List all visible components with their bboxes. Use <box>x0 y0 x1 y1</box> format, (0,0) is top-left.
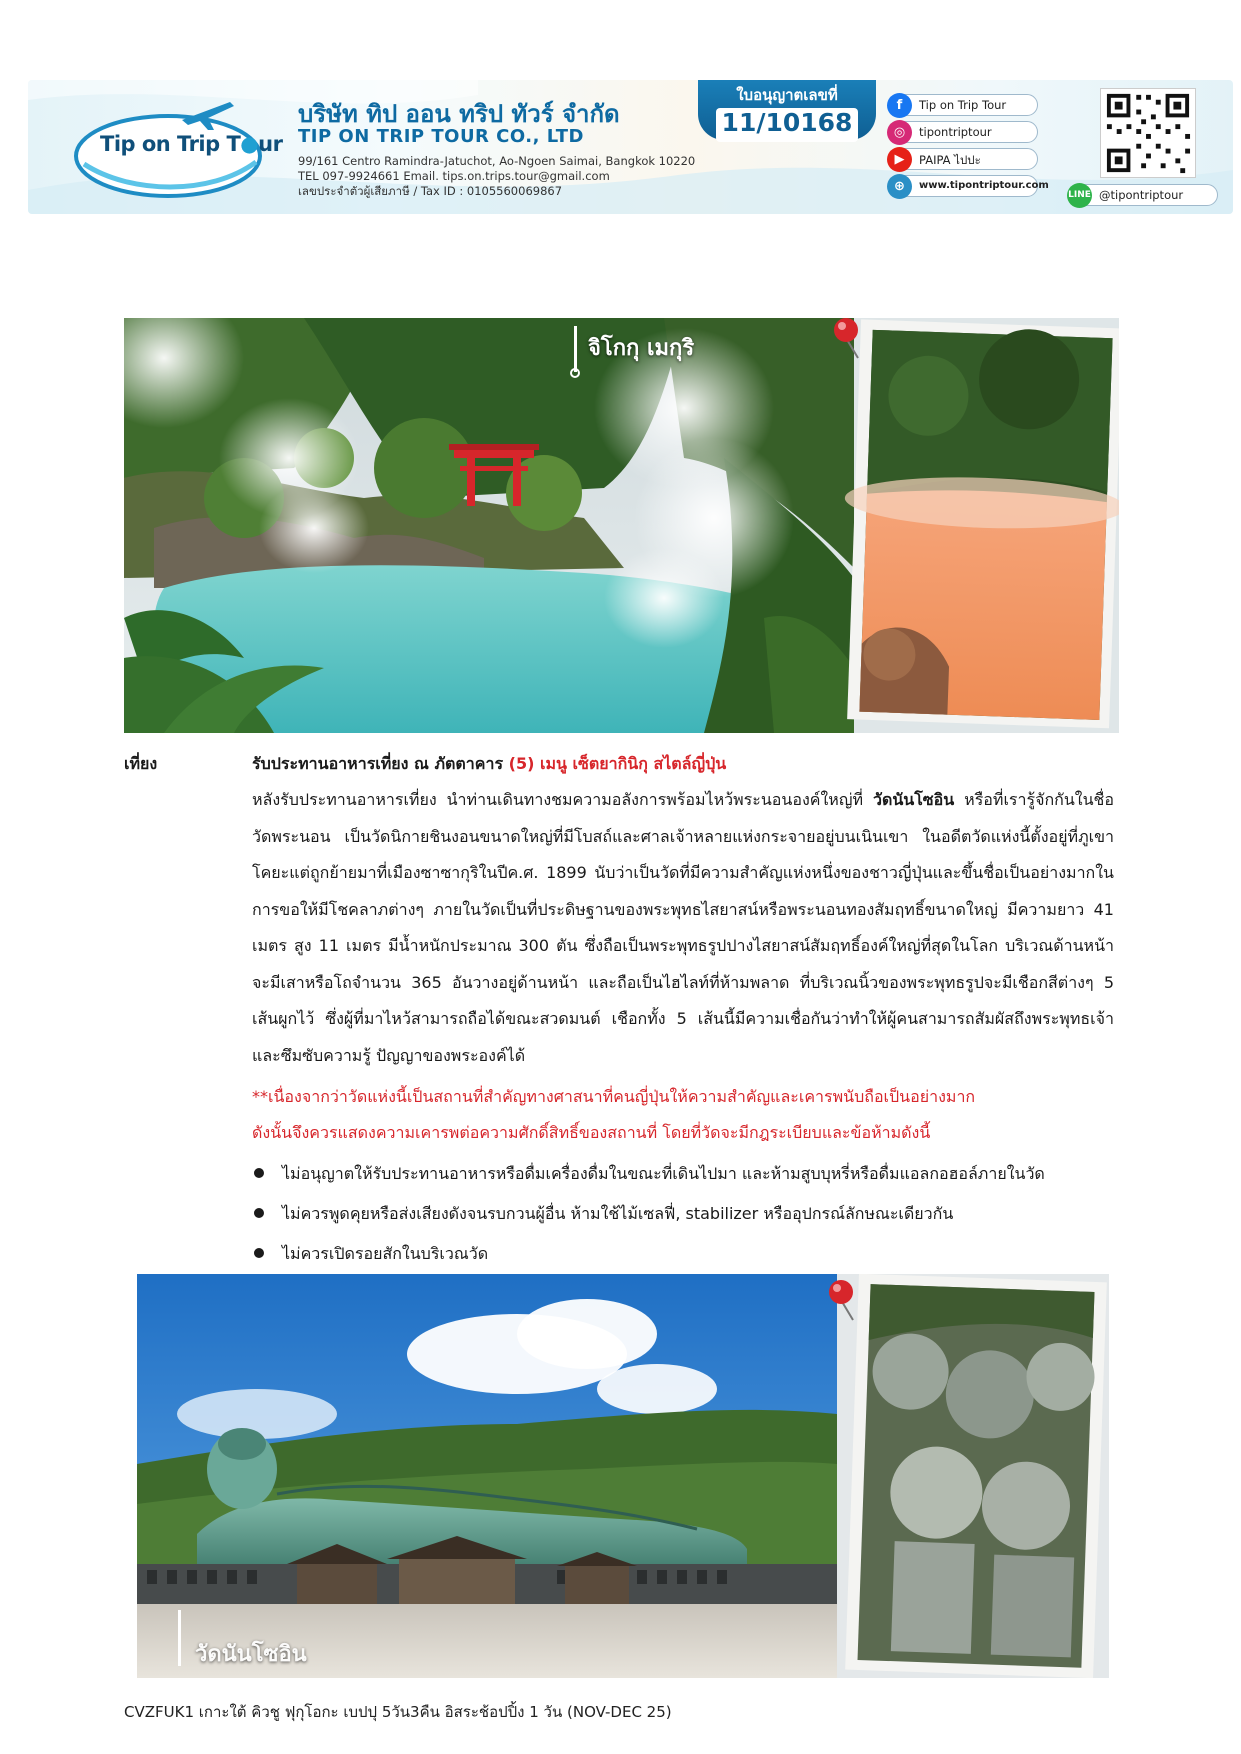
caption-pointer-line <box>574 326 577 372</box>
facebook-icon: f <box>887 93 912 118</box>
company-address <box>298 154 695 199</box>
instagram-icon: ◎ <box>887 120 912 145</box>
website-label: www.tipontriptour.com <box>919 180 1049 191</box>
rule-item: ไม่อนุญาตให้รับประทานอาหารหรือดื่มเครื่องดื่มในขณะที่เดินไปมา และห้ามสูบบุหรี่หรือดื่มแอลกอฮอล์ภายในวัด <box>252 1154 1045 1194</box>
caption-pointer-line <box>178 1610 181 1666</box>
temple-etiquette-note <box>252 1079 1114 1151</box>
nanzoin-description <box>252 782 1114 1074</box>
description-body: หรือที่เรารู้จักกันในชื่อ วัดพระนอน เป็นวัดนิกายชินงอนขนาดใหญ่ที่มีโบสถ์และศาลเจ้าหลายแห่งกระจายอยู่บนเนินเขา ในอดีตวัดแห่งนี้ตั้งอยู่ที่ภูเขาโคยะแต่ถูกย้ายมาที่เมืองซาซากุริในปีค.ศ. 1899 นับว่าเป็นวัดที่มีความสำคัญแห่งหนึ่งของชาวญี่ปุ่นและขึ้นชื่อเป็นอย่างมากในการขอให้มีโชคลาภต่างๆ ภายในวัดเป็นที่ประดิษฐานของพระพุทธไสยาสน์หรือพระนอนทองสัมฤทธิ์ขนาดใหญ่ มีความยาว 41 เมตร สูง 11 เมตร มีน้ำหนักประมาณ 300 ตัน ซึ่งถือเป็นพระพุทธรูปปางไสยาสน์สัมฤทธิ์องค์ใหญ่ที่สุดในโลก บริเวณด้านหน้าจะมีเสาหรือโถจำนวน 365 อันวางอยู่ด้านหน้า และถือเป็นไฮไลท์ที่ห้ามพลาด ที่บริเวณนิ้วของพระพุทธรูปจะมีเชือกสีต่างๆ 5 เส้นผูกไว้ ซึ่งผู้ที่มาไหว้สามารถถือได้ขณะสวดมนต์ เชือกทั้ง 5 เส้นนี้มีความเชื่อกันว่าทำให้ผู้คนสามารถสัมผัสถึงพระพุทธเจ้าและซึมซับความรู้ ปัญญาของพระองค์ได้ <box>252 790 1114 1065</box>
license-number: 11/10168 <box>721 108 853 137</box>
company-name-thai: บริษัท ทิป ออน ทริป ทัวร์ จำกัด <box>298 100 620 128</box>
website-link[interactable] <box>888 175 1049 197</box>
temple-rules-list <box>252 1154 1045 1274</box>
jigoku-meguri-scene <box>124 318 1119 733</box>
logo-wordmark-accent: ● <box>240 132 259 156</box>
red-pushpin-icon <box>832 318 868 362</box>
photo-caption-jigoku-meguri: จิโกกุ เมกุริ <box>588 336 695 361</box>
logo-wordmark-main: Tip on Trip T <box>100 132 241 156</box>
schedule-label-lunch: เที่ยง <box>124 754 158 773</box>
nanzoin-photo-collage <box>137 1274 1109 1678</box>
rule-item: ไม่ควรเปิดรอยสักในบริเวณวัด <box>252 1234 1045 1274</box>
instagram-link[interactable] <box>888 121 1038 143</box>
license-title: ใบอนุญาตเลขที่ <box>736 86 838 104</box>
jigoku-meguri-photo-collage <box>124 318 1119 733</box>
rule-item: ไม่ควรพูดคุยหรือส่งเสียงดังจนรบกวนผู้อื่น ห้ามใช้ไม้เซลฟี่, stabilizer หรืออุปกรณ์ลักษณะเดียวกัน <box>252 1194 1045 1234</box>
nanzoin-scene <box>137 1274 1109 1678</box>
address-line: 99/161 Centro Ramindra-Jatuchot, Ao-Ngoen Saimai, Bangkok 10220 <box>298 154 696 168</box>
line-icon: LINE <box>1067 183 1092 208</box>
line-link[interactable] <box>1068 184 1218 206</box>
red-pushpin-icon <box>827 1276 863 1324</box>
photo-caption-nanzoin: วัดนันโซอิน <box>195 1642 307 1667</box>
company-header-banner <box>28 80 1233 214</box>
logo-wordmark <box>100 132 282 156</box>
caption-pointer-dot <box>570 368 580 378</box>
line-label: @tipontriptour <box>1099 188 1184 202</box>
qr-code-icon[interactable] <box>1100 88 1196 178</box>
temple-name-bold: วัดนันโซอิน <box>872 790 955 809</box>
youtube-link[interactable] <box>888 148 1038 170</box>
facebook-label: Tip on Trip Tour <box>919 98 1007 112</box>
lunch-menu-highlight: (5) เมนู เซ็ตยากินิกุ สไตล์ญี่ปุ่น <box>508 754 727 773</box>
company-name-english: TIP ON TRIP TOUR CO., LTD <box>298 126 584 147</box>
note-line: **เนื่องจากว่าวัดแห่งนี้เป็นสถานที่สำคัญทางศาสนาที่คนญี่ปุ่นให้ความสำคัญและเคารพนับถือเป็นอย่างมาก <box>252 1087 976 1106</box>
contact-line: TEL 097-9924661 Email. tips.on.trips.tour@gmail.com <box>298 169 610 183</box>
airplane-icon <box>178 94 238 134</box>
lunch-heading <box>252 752 726 777</box>
lunch-heading-main: รับประทานอาหารเที่ยง ณ ภัตตาคาร <box>252 754 509 773</box>
instagram-label: tipontriptour <box>919 125 992 139</box>
facebook-link[interactable] <box>888 94 1038 116</box>
youtube-icon: ▶ <box>887 147 912 172</box>
tour-code-footer: CVZFUK1 เกาะใต้ คิวชู ฟุกุโอกะ เบปปุ 5วัน3คืน อิสระช้อปปิ้ง 1 วัน (NOV-DEC 25) <box>124 1703 672 1721</box>
logo-wordmark-end: ur <box>258 132 283 156</box>
blood-pond-inset-photo <box>837 319 1119 729</box>
note-line: ดังนั้นจึงควรแสดงความเคารพต่อความศักดิ์สิทธิ์ของสถานที่ โดยที่วัดจะมีกฎระเบียบและข้อห้ามดังนี้ <box>252 1123 931 1142</box>
stone-statues-inset-photo <box>845 1274 1107 1678</box>
globe-icon: ⊕ <box>887 174 912 199</box>
youtube-label: PAIPA ไปปะ <box>919 153 981 167</box>
description-intro: หลังรับประทานอาหารเที่ยง นำท่านเดินทางชมความอลังการพร้อมไหว้พระนอนองค์ใหญ่ที่ <box>252 790 873 809</box>
tax-id-line: เลขประจำตัวผู้เสียภาษี / Tax ID : 0105560069867 <box>298 184 563 198</box>
